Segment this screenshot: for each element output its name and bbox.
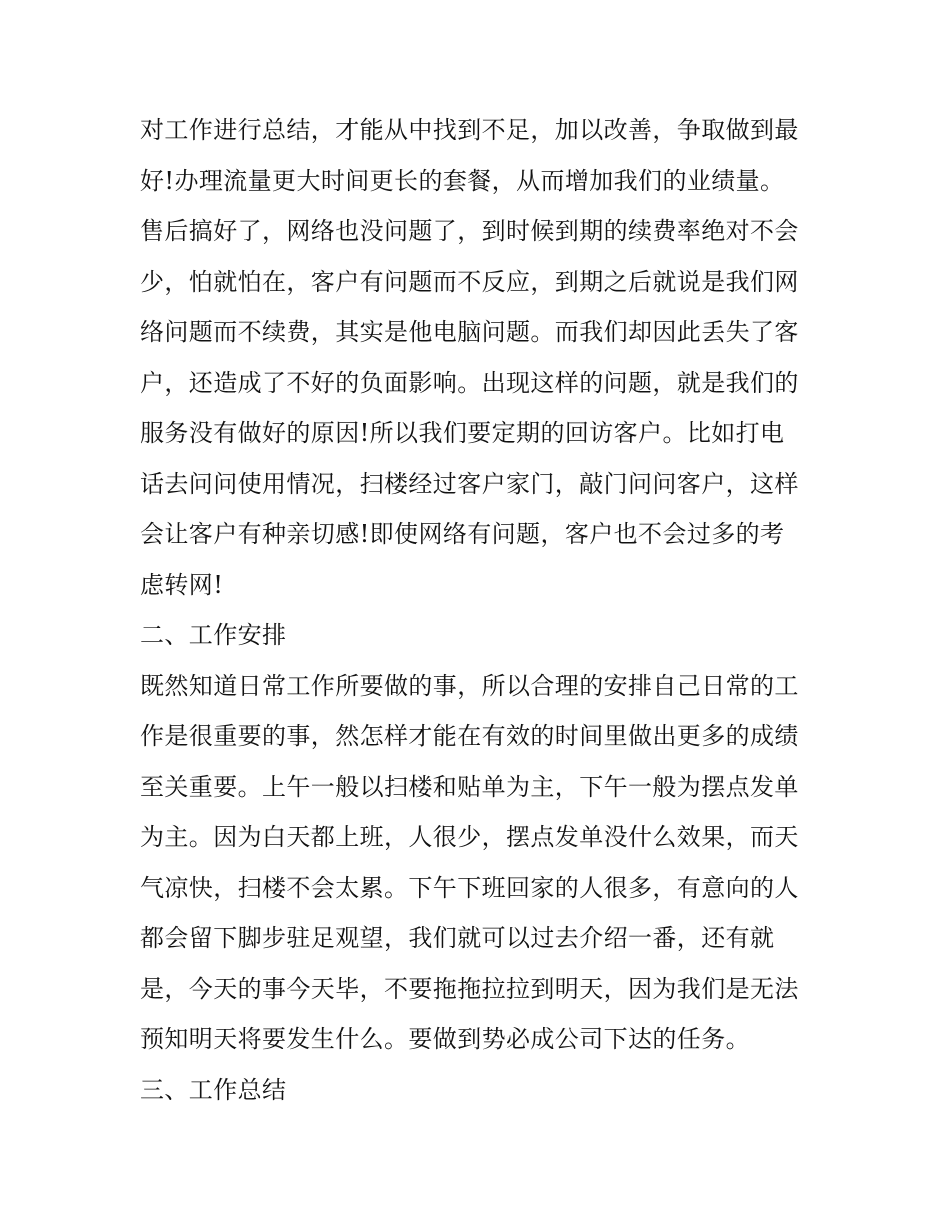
text-line: 气凉快，扫楼不会太累。下午下班回家的人很多，有意向的人 <box>140 874 799 902</box>
text-line: 作是很重要的事，然怎样才能在有效的时间里做出更多的成绩 <box>140 722 799 750</box>
text-line: 虑转网! <box>140 571 224 599</box>
text-line: 为主。因为白天都上班，人很少，摆点发单没什么效果，而天 <box>140 823 799 851</box>
text-line: 服务没有做好的原因!所以我们要定期的回访客户。比如打电 <box>140 419 785 447</box>
text-line: 售后搞好了，网络也没问题了，到时候到期的续费率绝对不会 <box>140 217 799 245</box>
text-line: 既然知道日常工作所要做的事，所以合理的安排自己日常的工 <box>140 672 799 700</box>
text-line: 少，怕就怕在，客户有问题而不反应，到期之后就说是我们网 <box>140 268 799 296</box>
text-line: 户，还造成了不好的负面影响。出现这样的问题，就是我们的 <box>140 369 799 397</box>
text-line: 好!办理流量更大时间更长的套餐，从而增加我们的业绩量。 <box>140 167 785 195</box>
text-line: 都会留下脚步驻足观望，我们就可以过去介绍一番，还有就 <box>140 924 775 952</box>
section-heading: 二、工作安排 <box>140 621 287 649</box>
text-line: 络问题而不续费，其实是他电脑问题。而我们却因此丢失了客 <box>140 318 799 346</box>
text-line: 话去问问使用情况，扫楼经过客户家门，敲门问问客户，这样 <box>140 470 799 498</box>
text-line: 对工作进行总结，才能从中找到不足，加以改善，争取做到最 <box>140 116 799 144</box>
text-line: 至关重要。上午一般以扫楼和贴单为主，下午一般为摆点发单 <box>140 773 799 801</box>
text-line: 是，今天的事今天毕，不要拖拖拉拉到明天，因为我们是无法 <box>140 975 799 1003</box>
text-line: 预知明天将要发生什么。要做到势必成公司下达的任务。 <box>140 1025 750 1053</box>
text-line: 会让客户有种亲切感!即使网络有问题，客户也不会过多的考 <box>140 520 785 548</box>
section-heading: 三、工作总结 <box>140 1076 287 1104</box>
